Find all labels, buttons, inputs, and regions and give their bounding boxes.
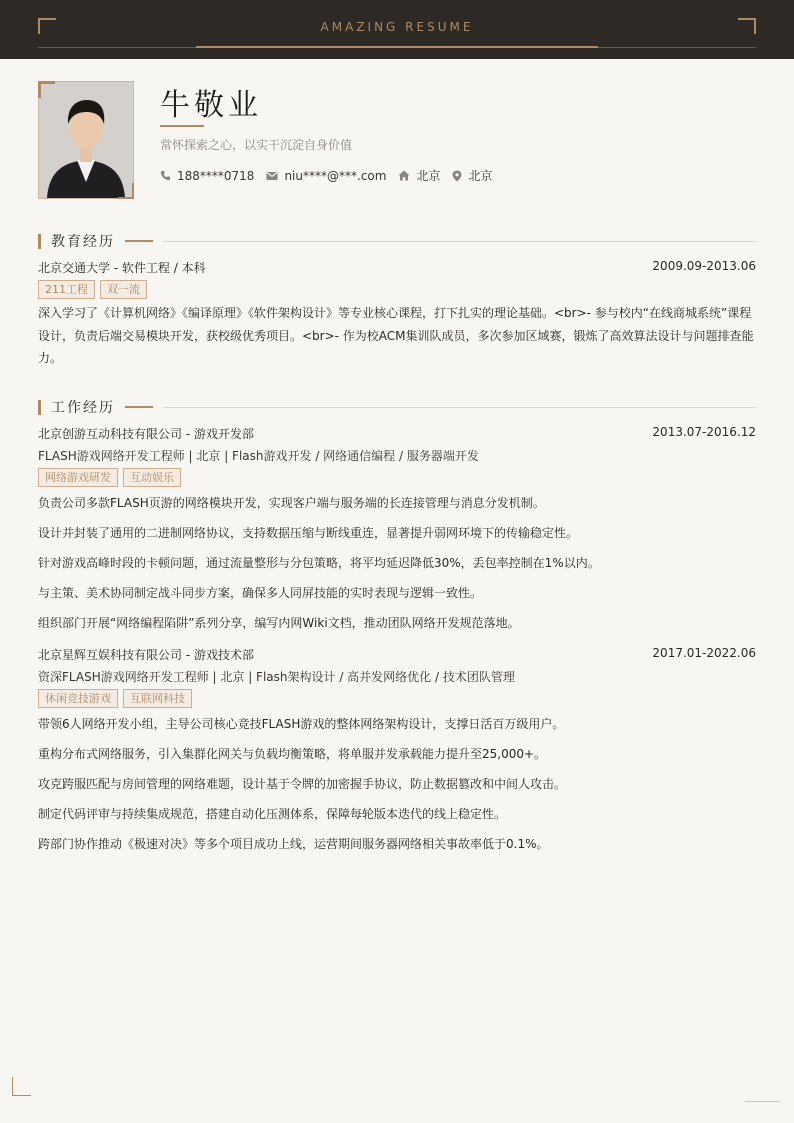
phone-number: 188****0718 <box>177 168 255 183</box>
job-bullet: 带领6人网络开发小组，主导公司核心竞技FLASH游戏的整体网络架构设计，支撑日活百万级用户。 <box>38 717 565 731</box>
section-marker <box>38 400 41 415</box>
photo-corner-accent <box>118 183 134 199</box>
education-tags <box>38 280 152 299</box>
candidate-name: 牛敬业 <box>160 88 262 123</box>
motto: 常怀探索之心，以实干沉淀自身价值 <box>160 138 353 152</box>
photo-corner-accent <box>38 81 55 98</box>
header-divider-accent <box>196 46 598 48</box>
section-marker <box>38 234 41 249</box>
job-subtitle: 资深FLASH游戏网络开发工程师 | 北京 | Flash架构设计 / 高并发网络优化 / 技术团队管理 <box>38 670 515 684</box>
job-tags <box>38 468 186 487</box>
location-pin-icon <box>452 170 462 182</box>
contact-location <box>452 167 492 184</box>
job-entry-header <box>38 425 756 442</box>
job-tags <box>38 689 197 708</box>
education-description: 深入学习了《计算机网络》《编译原理》《软件架构设计》等专业核心课程，打下扎实的理论基础。<br>- 参与校内“在线商城系统”课程设计，负责后端交易模块开发，获校级优秀项目。<br>- 作为校ACM集训队成员，多次参加区域赛，锻炼了高效算法设计与问题排查能力。 <box>38 306 754 365</box>
job-period: 2013.07-2016.12 <box>652 425 756 439</box>
tag: 互联网科技 <box>123 689 192 708</box>
job-period: 2017.01-2022.06 <box>652 646 756 660</box>
contact-hometown <box>398 167 440 184</box>
section-work-header <box>38 397 756 417</box>
header-title: AMAZING RESUME <box>320 20 474 34</box>
job-bullet: 跨部门协作推动《极速对决》等多个项目成功上线，运营期间服务器网络相关事故率低于0.1%。 <box>38 837 549 851</box>
contact-phone <box>160 169 254 183</box>
profile-photo-frame <box>38 81 134 199</box>
name-underline <box>160 125 204 127</box>
company-name: 北京创游互动科技有限公司 - 游戏开发部 <box>38 427 254 441</box>
job-bullet: 与主策、美术协同制定战斗同步方案，确保多人同屏技能的实时表现与逻辑一致性。 <box>38 586 483 600</box>
avatar <box>38 81 134 199</box>
tag: 211工程 <box>38 280 95 299</box>
tag: 网络游戏研发 <box>38 468 118 487</box>
contact-email <box>266 169 386 183</box>
job-bullet: 攻克跨服匹配与房间管理的网络难题，设计基于令牌的加密握手协议，防止数据篡改和中间人攻击。 <box>38 777 567 791</box>
email-address: niu****@***.com <box>284 168 387 183</box>
mail-icon <box>266 171 278 181</box>
phone-icon <box>160 170 171 181</box>
footer-line-ornament <box>745 1101 780 1102</box>
header-bar <box>0 0 794 59</box>
job-bullet: 制定代码评审与持续集成规范，搭建自动化压测体系，保障每轮版本迭代的线上稳定性。 <box>38 807 507 821</box>
home-icon <box>398 170 410 181</box>
current-location: 北京 <box>468 169 493 183</box>
hometown: 北京 <box>416 169 441 183</box>
section-accent-line <box>125 406 153 408</box>
section-education-header <box>38 231 756 251</box>
tag: 双一流 <box>100 280 147 299</box>
section-divider <box>163 241 756 242</box>
section-divider <box>163 407 756 408</box>
job-bullet: 组织部门开展“网络编程陷阱”系列分享，编写内网Wiki文档，推动团队网络开发规范落地。 <box>38 616 520 630</box>
job-bullet: 重构分布式网络服务，引入集群化网关与负载均衡策略，将单服并发承载能力提升至25,000+。 <box>38 747 547 761</box>
section-title: 工作经历 <box>51 400 115 416</box>
education-period: 2009.09-2013.06 <box>652 259 756 273</box>
portrait-image <box>39 82 133 198</box>
job-subtitle: FLASH游戏网络开发工程师 | 北京 | Flash游戏开发 / 网络通信编程 / 服务器端开发 <box>38 449 479 463</box>
job-bullet: 针对游戏高峰时段的卡顿问题，通过流量整形与分包策略，将平均延迟降低30%，丢包率控制在1%以内。 <box>38 556 600 570</box>
footer-corner-ornament <box>12 1077 31 1096</box>
job-bullet: 负责公司多款FLASH页游的网络模块开发，实现客户端与服务端的长连接管理与消息分发机制。 <box>38 496 545 510</box>
job-entry-header <box>38 646 756 663</box>
education-entry-header <box>38 259 756 276</box>
company-name: 北京星辉互娱科技有限公司 - 游戏技术部 <box>38 648 254 662</box>
school-name: 北京交通大学 - 软件工程 / 本科 <box>38 261 206 275</box>
section-accent-line <box>125 240 153 242</box>
contact-list <box>160 167 504 184</box>
tag: 互动娱乐 <box>123 468 181 487</box>
section-title: 教育经历 <box>51 234 115 250</box>
tag: 休闲竞技游戏 <box>38 689 118 708</box>
job-bullet: 设计并封装了通用的二进制网络协议，支持数据压缩与断线重连，显著提升弱网环境下的传输稳定性。 <box>38 526 579 540</box>
